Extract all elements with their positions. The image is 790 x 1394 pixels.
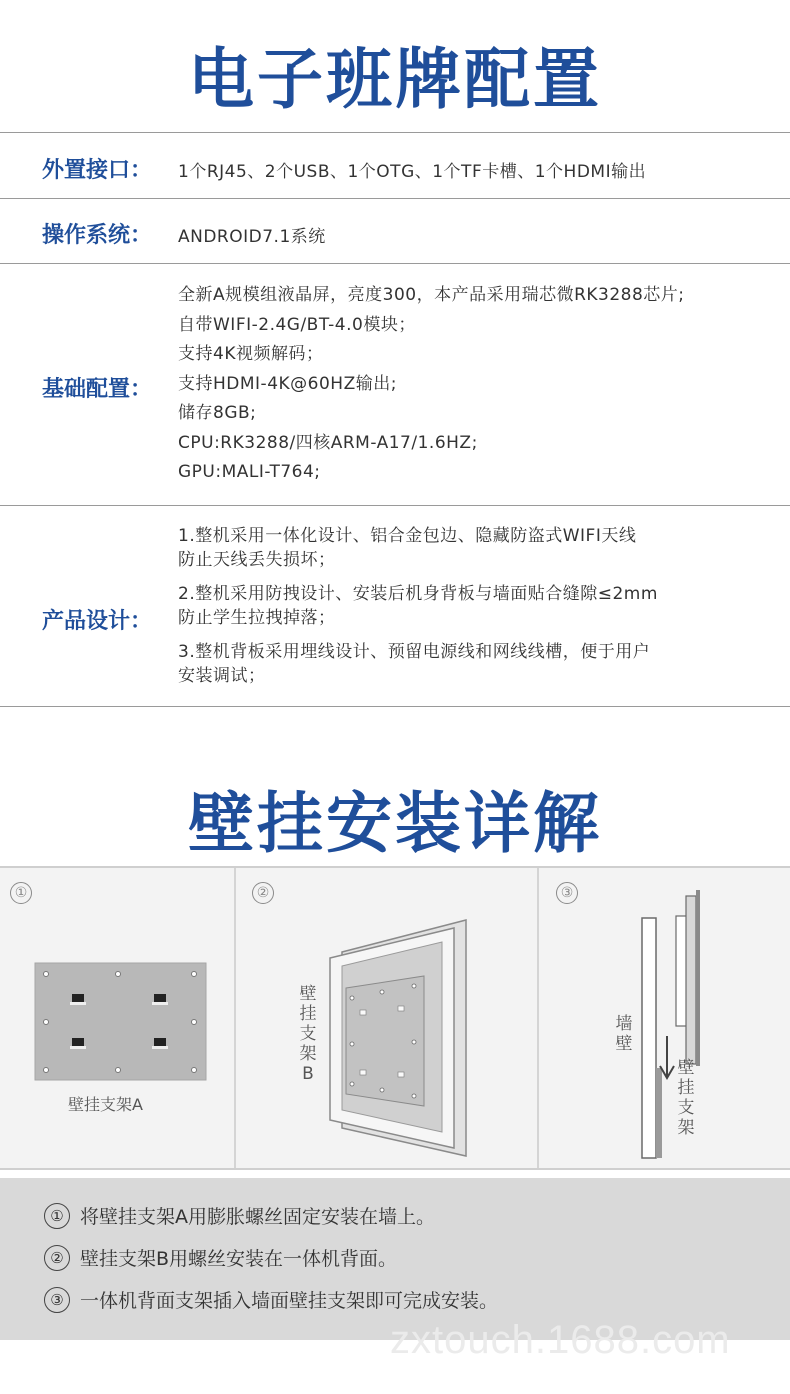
design-line: 3.整机背板采用埋线设计、预留电源线和网线线槽，便于用户: [178, 642, 651, 662]
step-number: ③: [556, 882, 578, 904]
note-number: ③: [44, 1287, 70, 1313]
panel-divider: [234, 868, 236, 1168]
device-back-illustration: [326, 918, 476, 1158]
note-item: [44, 1202, 435, 1229]
note-text: 将壁挂支架A用膨胀螺丝固定安装在墙上。: [80, 1206, 435, 1228]
install-notes: [0, 1178, 790, 1340]
step-number: ②: [252, 882, 274, 904]
design-lines: [178, 524, 658, 688]
basic-line: 支持4K视频解码；: [178, 344, 324, 364]
divider: [0, 505, 790, 506]
basic-line: 全新A规模组液晶屏，亮度300，本产品采用瑞芯微RK3288芯片;: [178, 285, 685, 305]
note-text: 壁挂支架B用螺丝安装在一体机背面。: [80, 1248, 398, 1270]
bracket-a-illustration: [34, 962, 208, 1082]
note-item: [44, 1244, 397, 1271]
ports-value: 1个RJ45、2个USB、1个OTG、1个TF卡槽、1个HDMI输出: [178, 162, 647, 182]
basic-line: 自带WIFI-2.4G/BT-4.0模块；: [178, 314, 416, 335]
basic-line: CPU:RK3288/四核ARM-A17/1.6HZ;: [178, 432, 478, 453]
design-line: 防止天线丢失损坏；: [178, 550, 336, 570]
note-item: [44, 1286, 498, 1313]
os-label: 操作系统：: [42, 223, 153, 248]
note-number: ①: [44, 1203, 70, 1229]
wall-label: 墙 壁: [615, 1014, 633, 1054]
basic-line: 储存8GB;: [178, 403, 257, 423]
note-number: ②: [44, 1245, 70, 1271]
design-line: 2.整机采用防拽设计、安装后机身背板与墙面贴合缝隙≤2mm: [178, 584, 658, 604]
basic-lines: [178, 281, 685, 488]
note-text: 一体机背面支架插入墙面壁挂支架即可完成安装。: [80, 1290, 499, 1312]
design-line: 安装调试；: [178, 666, 266, 686]
design-line: 1.整机采用一体化设计、铝合金包边、隐藏防盗式WIFI天线: [178, 526, 637, 546]
design-label: 产品设计：: [42, 609, 153, 634]
basic-line: 支持HDMI-4K@60HZ输出;: [178, 373, 397, 394]
install-diagram: [0, 866, 790, 1170]
divider: [0, 706, 790, 707]
basic-label: 基础配置：: [42, 377, 153, 402]
panel-divider: [537, 868, 539, 1168]
divider: [0, 132, 790, 133]
divider: [0, 198, 790, 199]
os-value: ANDROID7.1系统: [178, 227, 326, 247]
mounting-side-illustration: [636, 888, 708, 1163]
step-number: ①: [10, 882, 32, 904]
bracket-label: 壁 挂 支 架: [677, 1058, 695, 1138]
basic-line: GPU:MALI-T764;: [178, 462, 321, 482]
design-line: 防止学生拉拽掉落；: [178, 608, 336, 628]
install-title: 壁挂安装详解: [188, 785, 602, 862]
bracket-a-caption: 壁挂支架A: [68, 1095, 143, 1114]
watermark: zxtouch.1688.com: [390, 1318, 731, 1362]
divider: [0, 263, 790, 264]
bracket-b-caption: 壁 挂 支 架 B: [299, 984, 317, 1084]
config-title: 电子班牌配置: [188, 41, 602, 118]
ports-label: 外置接口：: [42, 158, 153, 183]
